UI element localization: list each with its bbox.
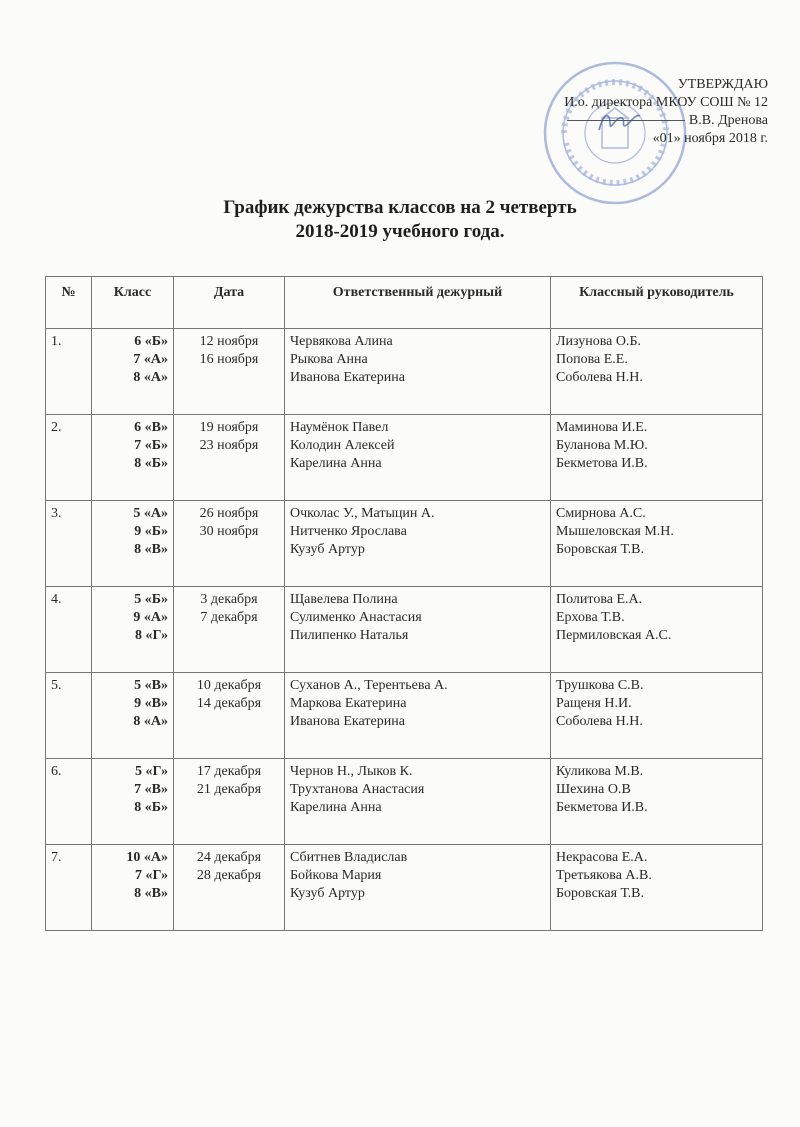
row-teachers	[551, 501, 763, 587]
class-name: 7 «В»	[134, 782, 168, 797]
approval-date: «01» ноября 2018 г.	[652, 131, 768, 146]
table-row	[46, 673, 763, 759]
row-dates	[174, 759, 285, 845]
header-date: Дата	[174, 277, 285, 329]
row-duty	[285, 673, 551, 759]
duty-name: Очколас У., Матыцин А.	[290, 506, 435, 521]
class-name: 8 «В»	[134, 886, 168, 901]
class-name: 7 «Б»	[134, 438, 168, 453]
row-duty	[285, 587, 551, 673]
duty-name: Кузуб Артур	[290, 542, 365, 557]
teacher-name: Пермиловская А.С.	[556, 628, 672, 643]
row-teachers	[551, 759, 763, 845]
table-row	[46, 845, 763, 931]
table-row	[46, 501, 763, 587]
class-name: 7 «Г»	[134, 868, 168, 883]
class-name: 5 «В»	[134, 678, 168, 693]
approval-name: В.В. Дренова	[688, 113, 768, 128]
duty-name: Пилипенко Наталья	[290, 628, 409, 643]
row-classes	[92, 845, 174, 931]
duty-schedule-table	[45, 276, 763, 931]
teacher-name: Третьякова А.В.	[556, 868, 652, 883]
date-value: 23 ноября	[199, 438, 259, 453]
row-number: 5.	[46, 673, 92, 759]
class-name: 9 «В»	[134, 696, 168, 711]
date-value: 7 декабря	[200, 610, 258, 625]
table-row	[46, 587, 763, 673]
row-teachers	[551, 587, 763, 673]
header-num: №	[46, 277, 92, 329]
class-name: 8 «Б»	[134, 800, 168, 815]
header-class: Класс	[92, 277, 174, 329]
teacher-name: Ращеня Н.И.	[556, 696, 632, 711]
duty-name: Кузуб Артур	[290, 886, 365, 901]
date-value: 30 ноября	[199, 524, 259, 539]
title-line-1: График дежурства классов на 2 четверть	[223, 197, 577, 218]
teacher-name: Смирнова А.С.	[556, 506, 646, 521]
duty-name: Суханов А., Терентьева А.	[290, 678, 448, 693]
teacher-name: Куликова М.В.	[556, 764, 644, 779]
title-line-2: 2018-2019 учебного года.	[295, 221, 505, 242]
document-title	[0, 196, 800, 244]
row-duty	[285, 845, 551, 931]
class-name: 8 «А»	[133, 714, 168, 729]
teacher-name: Соболева Н.Н.	[556, 714, 643, 729]
row-dates	[174, 501, 285, 587]
duty-name: Колодин Алексей	[290, 438, 395, 453]
date-value: 21 декабря	[196, 782, 262, 797]
class-name: 10 «А»	[126, 850, 168, 865]
class-name: 9 «Б»	[134, 524, 168, 539]
class-name: 7 «А»	[133, 352, 168, 367]
duty-name: Иванова Екатерина	[290, 370, 405, 385]
row-number: 1.	[46, 329, 92, 415]
row-classes	[92, 329, 174, 415]
table-row	[46, 415, 763, 501]
row-classes	[92, 415, 174, 501]
date-value: 12 ноября	[199, 334, 259, 349]
duty-name: Маркова Екатерина	[290, 696, 407, 711]
date-value: 24 декабря	[196, 850, 262, 865]
teacher-name: Попова Е.Е.	[556, 352, 628, 367]
duty-name: Наумёнок Павел	[290, 420, 389, 435]
row-duty	[285, 415, 551, 501]
date-value: 14 декабря	[196, 696, 262, 711]
teacher-name: Политова Е.А.	[556, 592, 643, 607]
table-row	[46, 759, 763, 845]
class-name: 5 «Б»	[134, 592, 168, 607]
date-value: 19 ноября	[199, 420, 259, 435]
teacher-name: Некрасова Е.А.	[556, 850, 648, 865]
duty-name: Нитченко Ярослава	[290, 524, 407, 539]
header-teacher: Классный руководитель	[551, 277, 763, 329]
row-classes	[92, 501, 174, 587]
class-name: 8 «В»	[134, 542, 168, 557]
teacher-name: Боровская Т.В.	[556, 886, 645, 901]
row-number: 2.	[46, 415, 92, 501]
date-value: 10 декабря	[196, 678, 262, 693]
teacher-name: Лизунова О.Б.	[556, 334, 642, 349]
class-name: 8 «Г»	[134, 628, 168, 643]
row-duty	[285, 501, 551, 587]
teacher-name: Соболева Н.Н.	[556, 370, 643, 385]
duty-name: Сбитнев Владислав	[290, 850, 408, 865]
row-dates	[174, 845, 285, 931]
teacher-name: Мышеловская М.Н.	[556, 524, 674, 539]
row-duty	[285, 759, 551, 845]
duty-name: Бойкова Мария	[290, 868, 382, 883]
duty-name: Трухтанова Анастасия	[290, 782, 425, 797]
date-value: 3 декабря	[200, 592, 258, 607]
row-teachers	[551, 329, 763, 415]
header-duty: Ответственный дежурный	[285, 277, 551, 329]
row-classes	[92, 673, 174, 759]
teacher-name: Ерхова Т.В.	[556, 610, 625, 625]
duty-name: Чернов Н., Лыков К.	[290, 764, 413, 779]
teacher-name: Бекметова И.В.	[556, 456, 648, 471]
approval-heading: УТВЕРЖДАЮ	[677, 77, 768, 92]
row-number: 4.	[46, 587, 92, 673]
class-name: 6 «Б»	[134, 334, 168, 349]
duty-name: Сулименко Анастасия	[290, 610, 422, 625]
class-name: 9 «А»	[133, 610, 168, 625]
date-value: 28 декабря	[196, 868, 262, 883]
row-classes	[92, 587, 174, 673]
approval-block	[564, 76, 768, 148]
table-header-row	[46, 277, 763, 329]
row-teachers	[551, 415, 763, 501]
date-value: 16 ноября	[199, 352, 259, 367]
row-dates	[174, 329, 285, 415]
class-name: 8 «Б»	[134, 456, 168, 471]
row-number: 3.	[46, 501, 92, 587]
row-duty	[285, 329, 551, 415]
teacher-name: Трушкова С.В.	[556, 678, 644, 693]
duty-name: Рыкова Анна	[290, 352, 368, 367]
row-dates	[174, 415, 285, 501]
duty-name: Щавелева Полина	[290, 592, 398, 607]
approval-signature-row	[564, 112, 768, 130]
class-name: 5 «Г»	[134, 764, 168, 779]
signature-line	[567, 120, 685, 121]
row-classes	[92, 759, 174, 845]
duty-name: Червякова Алина	[290, 334, 393, 349]
approval-position: И.о. директора МКОУ СОШ № 12	[564, 95, 768, 110]
class-name: 5 «А»	[133, 506, 168, 521]
teacher-name: Шехина О.В	[556, 782, 631, 797]
row-number: 7.	[46, 845, 92, 931]
row-dates	[174, 673, 285, 759]
row-dates	[174, 587, 285, 673]
class-name: 6 «В»	[134, 420, 168, 435]
teacher-name: Буланова М.Ю.	[556, 438, 648, 453]
teacher-name: Маминова И.Е.	[556, 420, 648, 435]
class-name: 8 «А»	[133, 370, 168, 385]
date-value: 26 ноября	[199, 506, 259, 521]
row-teachers	[551, 673, 763, 759]
teacher-name: Бекметова И.В.	[556, 800, 648, 815]
row-number: 6.	[46, 759, 92, 845]
duty-name: Карелина Анна	[290, 800, 382, 815]
teacher-name: Боровская Т.В.	[556, 542, 645, 557]
duty-name: Иванова Екатерина	[290, 714, 405, 729]
table-row	[46, 329, 763, 415]
row-teachers	[551, 845, 763, 931]
date-value: 17 декабря	[196, 764, 262, 779]
duty-name: Карелина Анна	[290, 456, 382, 471]
